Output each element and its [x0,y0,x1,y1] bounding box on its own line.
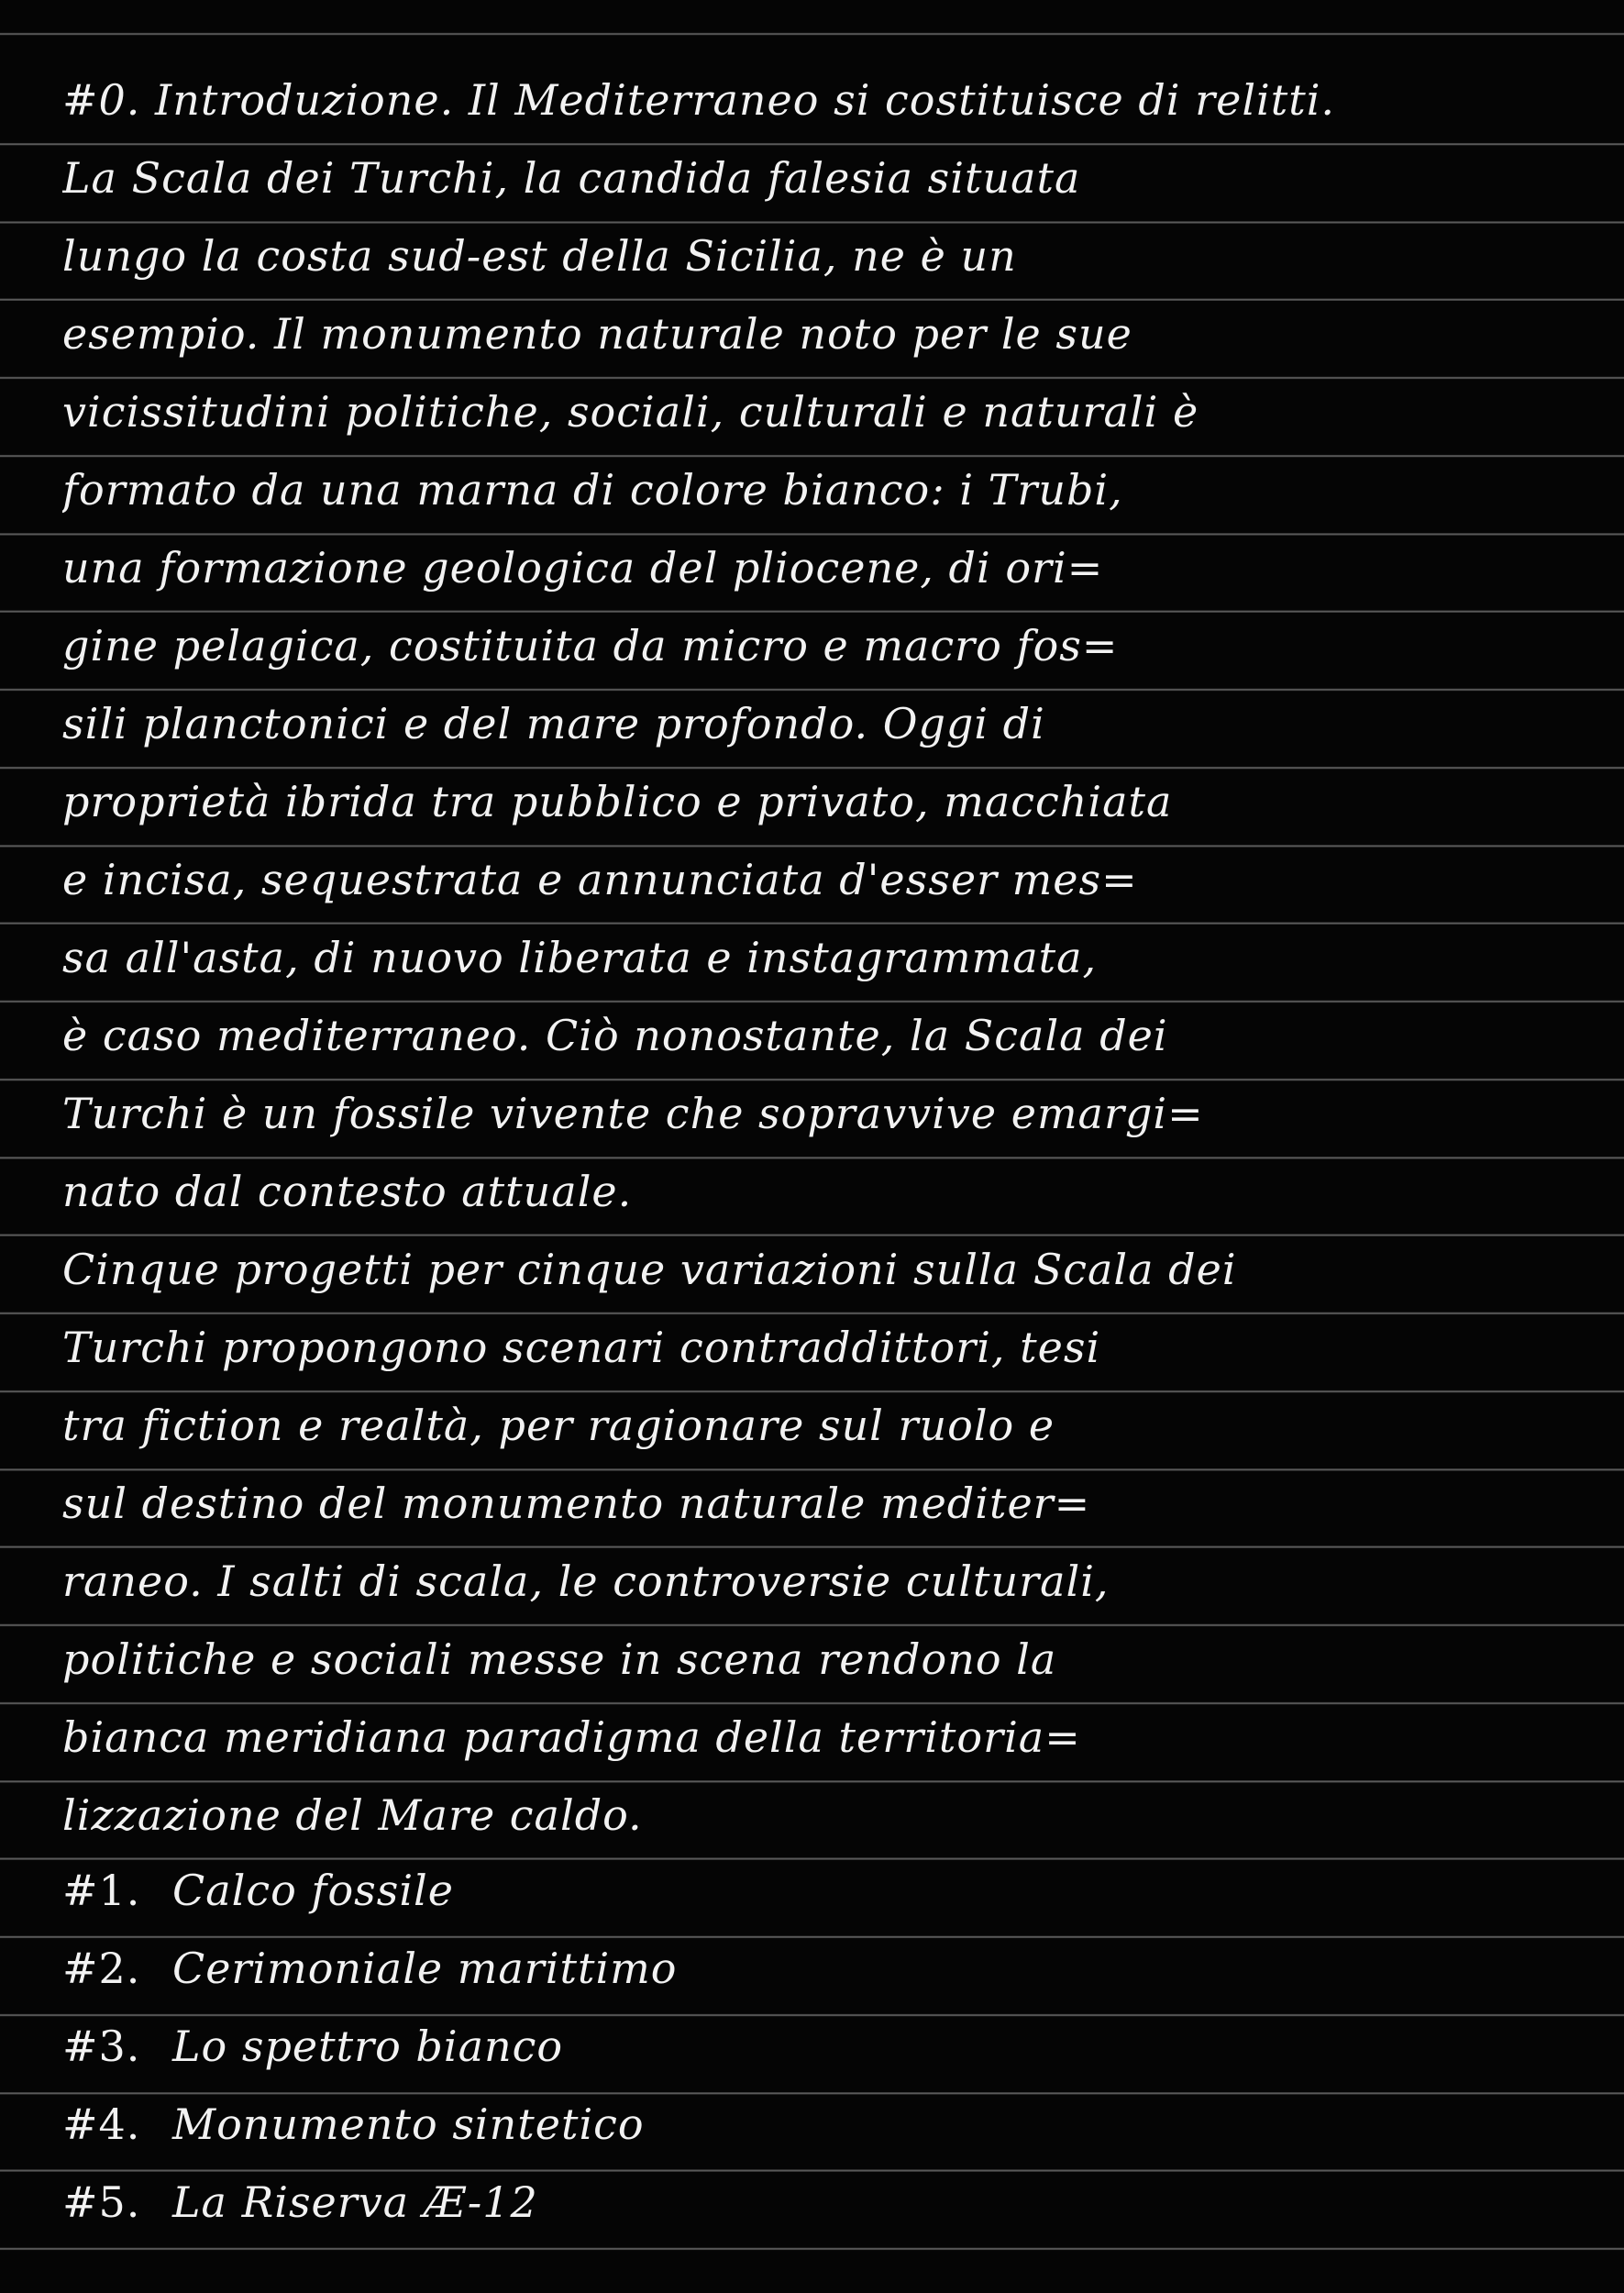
text-line: tra fiction e realtà, per ragionare sul ruolo e [62,1401,1055,1450]
text-line: gine pelagica, costituita da micro e macro fos= [62,621,1119,670]
text-line: vicissitudini politiche, sociali, culturali e naturali è [62,387,1199,437]
list-item [62,1930,1585,2008]
project-number: #1. [62,1866,141,1915]
project-number: #5. [62,2177,141,2227]
text-line: formato da una marna di colore bianco: i Trubi, [62,465,1123,515]
project-list [62,1852,1585,2242]
project-title: Cerimoniale marittimo [172,1944,678,1993]
text-line: lizzazione del Mare caldo. [62,1790,643,1840]
list-item [62,2164,1585,2242]
text-line: sa all'asta, di nuovo liberata e instagrammata, [62,933,1098,982]
text-line: Turchi è un fossile vivente che sopravvive emargi= [62,1089,1204,1138]
project-number: #3. [62,2022,141,2071]
text-line: e incisa, sequestrata e annunciata d'esser mes= [62,855,1138,904]
text-line: esempio. Il monumento naturale noto per le sue [62,309,1132,359]
project-number: #4. [62,2099,141,2149]
text-line: sul destino del monumento naturale mediter= [62,1479,1091,1528]
text-line: #0. Introduzione. Il Mediterraneo si costituisce di relitti. [62,75,1336,125]
text-line: Cinque progetti per cinque variazioni sulla Scala dei [62,1245,1237,1294]
text-line: lungo la costa sud-est della Sicilia, ne è un [62,231,1017,281]
text-line: proprietà ibrida tra pubblico e privato, macchiata [62,777,1173,826]
text-line: politiche e sociali messe in scena rendono la [62,1634,1057,1684]
text-line: bianca meridiana paradigma della territoria= [62,1712,1081,1762]
text-line: Turchi propongono scenari contraddittori, tesi [62,1323,1101,1372]
project-title: Monumento sintetico [172,2099,645,2149]
text-line: raneo. I salti di scala, le controversie culturali, [62,1556,1110,1606]
list-item [62,2086,1585,2164]
project-title: La Riserva Æ-12 [172,2177,538,2227]
text-line: nato dal contesto attuale. [62,1167,633,1216]
text-line: è caso mediterraneo. Ciò nonostante, la Scala dei [62,1011,1168,1060]
project-title: Lo spettro bianco [172,2022,564,2071]
text-line: La Scala dei Turchi, la candida falesia situata [62,153,1081,203]
project-number: #2. [62,1944,141,1993]
introduction-text [62,61,1585,1855]
text-line: sili planctonici e del mare profondo. Oggi di [62,699,1045,748]
list-item [62,2008,1585,2086]
project-title: Calco fossile [172,1866,454,1915]
list-item [62,1852,1585,1930]
text-line: una formazione geologica del pliocene, di ori= [62,543,1104,593]
